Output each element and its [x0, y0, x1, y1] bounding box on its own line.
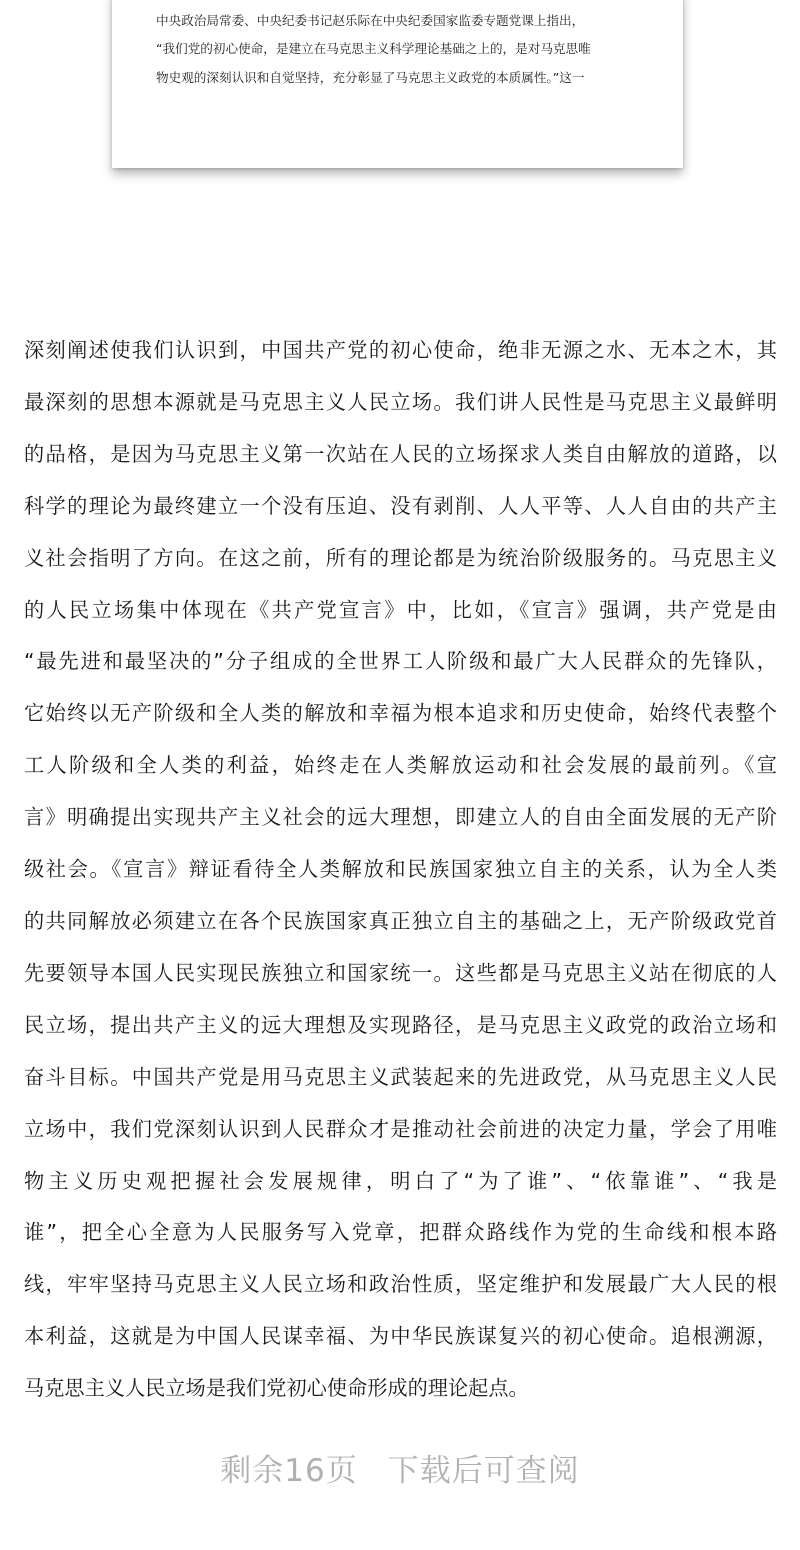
paragraph-line: 工人阶级和全人类的利益，始终走在人类解放运动和社会发展的最前列。《宣: [24, 753, 777, 778]
paragraph-line: 立场中，我们党深刻认识到人民群众才是推动社会前进的决定力量，学会了用唯: [24, 1116, 777, 1141]
download-prompt[interactable]: [0, 1445, 800, 1490]
paragraph-line: 线，牢牢坚持马克思主义人民立场和政治性质，坚定维护和发展最广大人民的根: [24, 1272, 777, 1297]
paragraph-line: 义社会指明了方向。在这之前，所有的理论都是为统治阶级服务的。马克思主义: [24, 545, 777, 570]
paragraph-line: 民立场，提出共产主义的远大理想及实现路径，是马克思主义政党的政治立场和: [24, 1012, 777, 1037]
preview-line: “我们党的初心使命，是建立在马克思主义科学理论基础之上的，是对马克思唯: [156, 41, 591, 56]
paragraph-line: 马克思主义人民立场是我们党初心使命形成的理论起点。: [24, 1376, 529, 1401]
paragraph-line: 的品格，是因为马克思主义第一次站在人民的立场探求人类自由解放的道路，以: [24, 441, 777, 466]
paragraph-line: 科学的理论为最终建立一个没有压迫、没有剥削、人人平等、人人自由的共产主: [24, 493, 777, 518]
paragraph-line: 本利益，这就是为中国人民谋幸福、为中华民族谋复兴的初心使命。追根溯源，: [24, 1324, 777, 1349]
paragraph-line: 奋斗目标。中国共产党是用马克思主义武装起来的先进政党，从马克思主义人民: [24, 1064, 777, 1089]
preview-line: 中央政治局常委、中央纪委书记赵乐际在中央纪委国家监委专题党课上指出，: [156, 12, 585, 28]
remaining-pages-label[interactable]: 剩余16页: [220, 1453, 358, 1489]
paragraph-line: 言》明确提出实现共产主义社会的远大理想，即建立人的自由全面发展的无产阶: [24, 805, 777, 830]
paragraph-line: “最先进和最坚决的”分子组成的全世界工人阶级和最广大人民群众的先锋队，: [24, 649, 777, 674]
paragraph-line: 谁”，把全心全意为人民服务写入党章，把群众路线作为党的生命线和根本路: [24, 1220, 777, 1245]
paragraph-line: 深刻阐述使我们认识到，中国共产党的初心使命，绝非无源之水、无本之木，其: [24, 338, 777, 362]
preview-line: 物史观的深刻认识和自觉坚持，充分彰显了马克思主义政党的本质属性。”这一: [156, 69, 585, 85]
paragraph-line: 的人民立场集中体现在《共产党宣言》中，比如，《宣言》强调，共产党是由: [24, 597, 777, 622]
paragraph-line: 它始终以无产阶级和全人类的解放和幸福为根本追求和历史使命，始终代表整个: [24, 701, 777, 726]
paragraph-line: 物主义历史观把握社会发展规律，明白了“为了谁”、“依靠谁”、“我是: [24, 1168, 777, 1193]
paragraph-line: 先要领导本国人民实现民族独立和国家统一。这些都是马克思主义站在彻底的人: [24, 960, 777, 985]
document-preview-card: [112, 0, 683, 168]
preview-paragraph: [156, 0, 651, 92]
article-paragraph: [24, 325, 777, 1415]
paragraph-line: 的共同解放必须建立在各个民族国家真正独立自主的基础之上，无产阶级政党首: [24, 908, 777, 933]
paragraph-line: 最深刻的思想本源就是马克思主义人民立场。我们讲人民性是马克思主义最鲜明: [24, 389, 777, 414]
paragraph-line: 级社会。《宣言》辩证看待全人类解放和民族国家独立自主的关系，认为全人类: [24, 857, 777, 882]
download-hint-label[interactable]: 下载后可查阅: [387, 1453, 580, 1489]
